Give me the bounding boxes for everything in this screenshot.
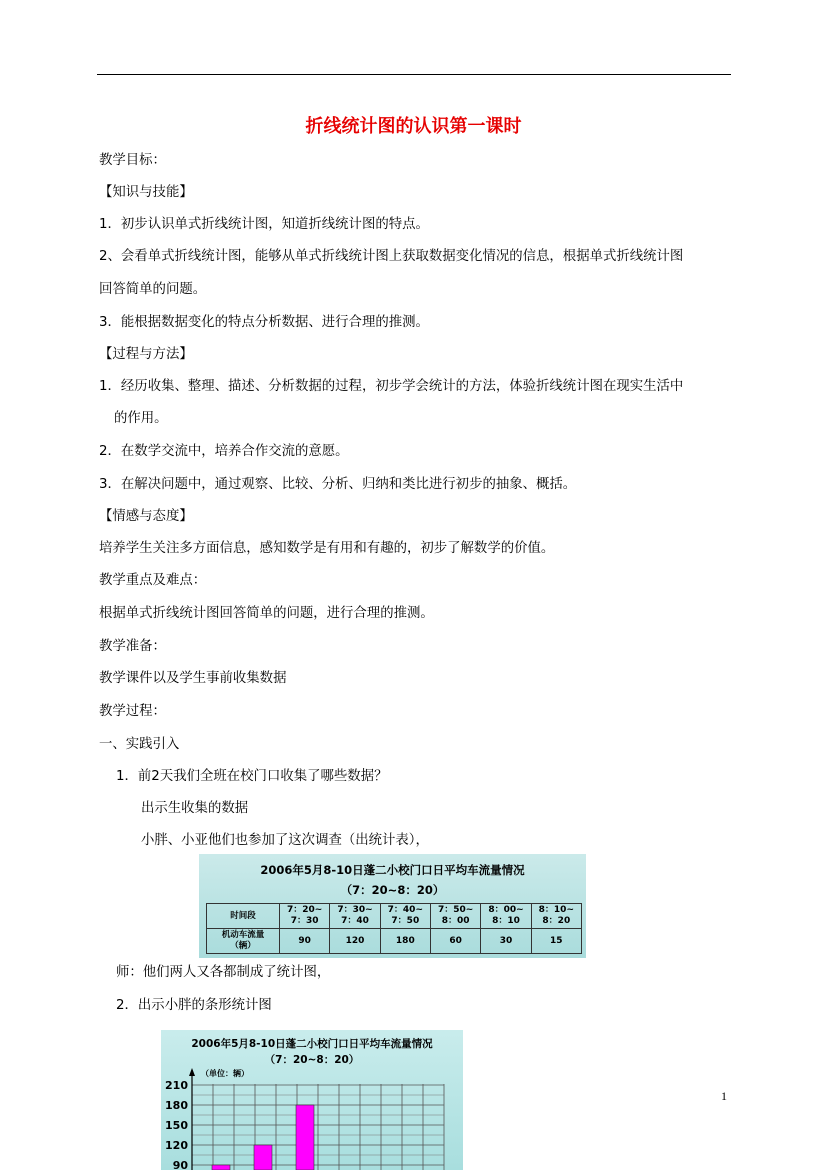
flow-cell: 60 [430, 929, 480, 954]
section-heading: 【情感与态度】 [99, 509, 193, 524]
paragraph: 2、会看单式折线统计图，能够从单式折线统计图上获取数据变化情况的信息，根据单式折线统计图 [99, 249, 684, 264]
paragraph: 2．在数学交流中，培养合作交流的意愿。 [99, 444, 349, 459]
unit-label: （单位：辆） [201, 1069, 249, 1078]
flow-cell: 180 [380, 929, 430, 954]
section-heading: 教学重点及难点： [99, 573, 207, 588]
table-row [207, 904, 582, 929]
paragraph: 回答简单的问题。 [99, 282, 207, 297]
paragraph: 出示生收集的数据 [141, 801, 249, 816]
table-subtitle: （7：20~8：20） [340, 883, 445, 897]
paragraph: 1．初步认识单式折线统计图，知道折线统计图的特点。 [99, 217, 429, 232]
survey-table [206, 903, 582, 954]
paragraph: 师：他们两人又各都制成了统计图， [116, 965, 331, 980]
y-tick-label: 210 [165, 1079, 188, 1092]
period-cell: 7：30~ 7：40 [330, 904, 380, 929]
page-number: 1 [721, 1089, 727, 1103]
flow-cell: 120 [330, 929, 380, 954]
paragraph: 根据单式折线统计图回答简单的问题，进行合理的推测。 [99, 606, 434, 621]
table-row-header: 机动车流量 （辆） [207, 929, 280, 954]
paragraph: 1．前2天我们全班在校门口收集了哪些数据？ [116, 769, 388, 784]
paragraph: 教学课件以及学生事前收集数据 [99, 671, 287, 686]
paragraph: 的作用。 [114, 411, 168, 426]
paragraph: 3．能根据数据变化的特点分析数据、进行合理的推测。 [99, 315, 429, 330]
period-cell: 7：50~ 8：00 [430, 904, 480, 929]
y-axis-arrow [189, 1068, 195, 1076]
flow-cell: 90 [280, 929, 330, 954]
survey-table-image [199, 854, 586, 958]
period-cell: 7：20~ 7：30 [280, 904, 330, 929]
chart-title: 2006年5月8-10日蓬二小校门口日平均车流量情况 [191, 1038, 433, 1050]
bar [296, 1105, 314, 1170]
section-heading: 教学准备： [99, 639, 166, 654]
table-title: 2006年5月8-10日蓬二小校门口日平均车流量情况 [260, 863, 525, 877]
bar [254, 1145, 272, 1170]
section-heading: 【知识与技能】 [99, 185, 193, 200]
paragraph: 1．经历收集、整理、描述、分析数据的过程，初步学会统计的方法，体验折线统计图在现实生活中 [99, 379, 684, 394]
y-tick-label: 180 [165, 1099, 188, 1112]
y-tick-label: 150 [165, 1119, 188, 1132]
period-cell: 8：00~ 8：10 [481, 904, 531, 929]
section-heading: 教学过程： [99, 704, 166, 719]
section-heading: 【过程与方法】 [99, 347, 193, 362]
section-heading: 教学目标： [99, 153, 166, 168]
bar-chart [161, 1030, 463, 1170]
table-row-header: 时间段 [207, 904, 280, 929]
document-title: 折线统计图的认识第一课时 [305, 116, 522, 137]
y-tick-label: 120 [165, 1139, 188, 1152]
y-tick-label: 90 [172, 1159, 188, 1170]
period-cell: 7：40~ 7：50 [380, 904, 430, 929]
paragraph: 小胖、小亚他们也参加了这次调查（出统计表）， [141, 833, 429, 848]
paragraph: 3．在解决问题中，通过观察、比较、分析、归纳和类比进行初步的抽象、概括。 [99, 477, 577, 492]
bar-chart-image [161, 1030, 463, 1170]
section-heading: 一、实践引入 [99, 737, 180, 752]
flow-cell: 30 [481, 929, 531, 954]
flow-cell: 15 [531, 929, 581, 954]
header-rule [97, 74, 731, 75]
paragraph: 培养学生关注多方面信息，感知数学是有用和有趣的，初步了解数学的价值。 [99, 541, 555, 556]
table-row [207, 929, 582, 954]
period-cell: 8：10~ 8：20 [531, 904, 581, 929]
paragraph: 2．出示小胖的条形统计图 [116, 998, 272, 1013]
chart-subtitle: （7：20~8：20） [264, 1054, 360, 1066]
bar [212, 1165, 230, 1170]
